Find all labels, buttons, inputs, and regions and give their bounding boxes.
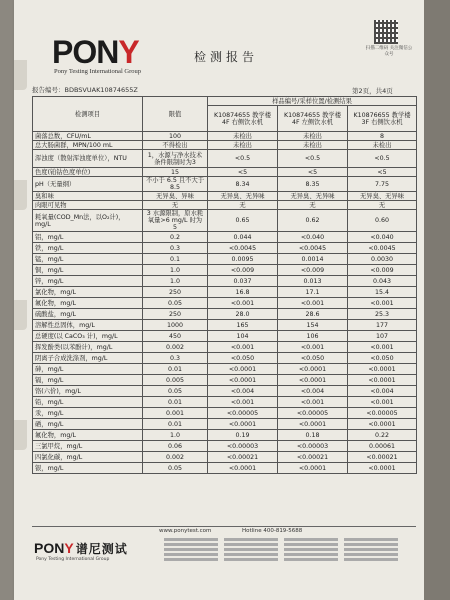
- footer-website: www.ponytest.com: [159, 528, 212, 534]
- result-cell: <0.00003: [278, 441, 348, 452]
- result-cell: 177: [348, 320, 417, 331]
- report-number: 报告编号：BDBSVUAK10874655Z: [32, 86, 138, 94]
- table-row: [33, 192, 417, 201]
- column-header-samples: 样品编号/采样位置/检测结果: [208, 97, 417, 106]
- result-cell: <0.009: [208, 265, 278, 276]
- result-cell: 8: [348, 132, 417, 141]
- test-item-cell: 肉眼可见物: [33, 201, 143, 210]
- result-cell: <0.5: [348, 150, 417, 168]
- limit-cell: 不得检出: [143, 141, 208, 150]
- limit-cell: 0.3: [143, 353, 208, 364]
- footer-address-block: [284, 536, 338, 576]
- result-cell: 107: [348, 331, 417, 342]
- limit-cell: 1.0: [143, 276, 208, 287]
- limit-cell: 0.005: [143, 375, 208, 386]
- binder-tab: [14, 300, 27, 330]
- table-row: [33, 210, 417, 232]
- limit-cell: 1.0: [143, 430, 208, 441]
- test-item-cell: 四氯化碳，mg/L: [33, 452, 143, 463]
- result-cell: <0.004: [278, 386, 348, 397]
- result-cell: <0.00005: [278, 408, 348, 419]
- result-cell: <5: [278, 168, 348, 177]
- result-cell: <0.001: [348, 342, 417, 353]
- result-cell: <5: [208, 168, 278, 177]
- table-row: [33, 430, 417, 441]
- test-item-cell: 镉，mg/L: [33, 375, 143, 386]
- result-cell: 0.00061: [348, 441, 417, 452]
- limit-cell: 1000: [143, 320, 208, 331]
- test-item-cell: 氟化物，mg/L: [33, 298, 143, 309]
- result-cell: <0.050: [278, 353, 348, 364]
- result-cell: <0.001: [208, 342, 278, 353]
- result-cell: <0.0045: [208, 243, 278, 254]
- limit-cell: 0.01: [143, 397, 208, 408]
- test-item-cell: 硒，mg/L: [33, 419, 143, 430]
- test-item-cell: 三氯甲烷，mg/L: [33, 441, 143, 452]
- limit-cell: 0.1: [143, 254, 208, 265]
- result-cell: <0.00005: [208, 408, 278, 419]
- test-item-cell: 铁，mg/L: [33, 243, 143, 254]
- test-item-cell: 氟化物，mg/L: [33, 430, 143, 441]
- table-row: [33, 419, 417, 430]
- background-edge: [424, 0, 450, 600]
- table-row: [33, 232, 417, 243]
- result-cell: 无: [348, 201, 417, 210]
- table-row: [33, 452, 417, 463]
- result-cell: <0.0001: [208, 375, 278, 386]
- result-cell: <0.040: [278, 232, 348, 243]
- sample-header: K10876655 教学楼 3F 右侧饮水机: [348, 106, 417, 132]
- result-cell: <0.0001: [348, 463, 417, 474]
- result-cell: <0.0001: [278, 419, 348, 430]
- result-cell: <0.0001: [208, 463, 278, 474]
- table-row: [33, 177, 417, 192]
- result-cell: 154: [278, 320, 348, 331]
- table-row: [33, 201, 417, 210]
- result-cell: <0.004: [348, 386, 417, 397]
- result-cell: 165: [208, 320, 278, 331]
- page-number: 第2页，共4页: [352, 87, 393, 95]
- test-item-cell: 总大肠菌群，MPN/100 mL: [33, 141, 143, 150]
- test-item-cell: 色度(铂钴色度单位): [33, 168, 143, 177]
- result-cell: 0.65: [208, 210, 278, 232]
- table-row: [33, 150, 417, 168]
- result-cell: 未检出: [208, 132, 278, 141]
- test-item-cell: 铅，mg/L: [33, 397, 143, 408]
- table-row: [33, 320, 417, 331]
- limit-cell: 15: [143, 168, 208, 177]
- pony-logo: PONY: [52, 34, 139, 70]
- table-row: [33, 141, 417, 150]
- test-item-cell: 浑浊度（散射浑浊度单位），NTU: [33, 150, 143, 168]
- binder-tab: [14, 420, 27, 450]
- result-cell: 7.75: [348, 177, 417, 192]
- test-item-cell: 耗氧量(COD_Mn法，以O₂计)，mg/L: [33, 210, 143, 232]
- table-row: [33, 397, 417, 408]
- result-cell: 0.18: [278, 430, 348, 441]
- table-row: [33, 287, 417, 298]
- result-cell: <5: [348, 168, 417, 177]
- result-cell: <0.0001: [348, 375, 417, 386]
- result-cell: 17.1: [278, 287, 348, 298]
- limit-cell: 0.2: [143, 232, 208, 243]
- result-cell: 16.8: [208, 287, 278, 298]
- binder-tab: [14, 180, 27, 210]
- result-cell: <0.050: [208, 353, 278, 364]
- table-row: [33, 331, 417, 342]
- result-cell: 0.19: [208, 430, 278, 441]
- test-item-cell: 银，mg/L: [33, 463, 143, 474]
- result-cell: 0.043: [348, 276, 417, 287]
- result-cell: 0.22: [348, 430, 417, 441]
- test-item-cell: pH（无量纲）: [33, 177, 143, 192]
- result-cell: 106: [278, 331, 348, 342]
- limit-cell: 0.002: [143, 342, 208, 353]
- result-cell: <0.001: [208, 298, 278, 309]
- table-row: [33, 364, 417, 375]
- result-cell: <0.00021: [278, 452, 348, 463]
- result-cell: <0.009: [278, 265, 348, 276]
- limit-cell: 250: [143, 287, 208, 298]
- test-item-cell: 硫酸盐，mg/L: [33, 309, 143, 320]
- test-item-cell: 锰，mg/L: [33, 254, 143, 265]
- limit-cell: 0.05: [143, 298, 208, 309]
- limit-cell: 0.3: [143, 243, 208, 254]
- table-row: [33, 463, 417, 474]
- limit-cell: 100: [143, 132, 208, 141]
- table-row: [33, 168, 417, 177]
- result-cell: 0.0095: [208, 254, 278, 265]
- report-title: 检测报告: [194, 50, 259, 64]
- result-cell: 无异臭、无异味: [278, 192, 348, 201]
- result-cell: <0.0001: [348, 419, 417, 430]
- test-item-cell: 铜，mg/L: [33, 265, 143, 276]
- result-cell: <0.00005: [348, 408, 417, 419]
- footer-address-block: [344, 536, 398, 576]
- result-cell: <0.5: [208, 150, 278, 168]
- result-cell: <0.001: [278, 342, 348, 353]
- limit-cell: 1.0: [143, 265, 208, 276]
- result-cell: <0.004: [208, 386, 278, 397]
- table-row: [33, 375, 417, 386]
- result-cell: <0.001: [278, 397, 348, 408]
- result-cell: 8.35: [278, 177, 348, 192]
- result-cell: 无: [208, 201, 278, 210]
- qr-label: 扫描二维码 关注微信公众号: [365, 46, 413, 57]
- result-cell: <0.00021: [208, 452, 278, 463]
- result-cell: <0.5: [278, 150, 348, 168]
- results-table: [32, 96, 417, 474]
- limit-cell: 0.06: [143, 441, 208, 452]
- table-row: [33, 243, 417, 254]
- sample-header: K10874655 教学楼 4F 右侧饮水机: [208, 106, 278, 132]
- result-cell: <0.001: [278, 298, 348, 309]
- result-cell: 104: [208, 331, 278, 342]
- logo-subtitle: Pony Testing International Group: [54, 68, 141, 75]
- result-cell: 28.6: [278, 309, 348, 320]
- result-cell: 无异臭、无异味: [208, 192, 278, 201]
- table-row: [33, 254, 417, 265]
- binder-tab: [14, 60, 27, 90]
- limit-cell: 1，水源与净水技术条件限制时为3: [143, 150, 208, 168]
- result-cell: <0.0045: [348, 243, 417, 254]
- table-row: [33, 265, 417, 276]
- limit-cell: 无: [143, 201, 208, 210]
- limit-cell: 3 水源限制，原水耗氧量>6 mg/L 时为 5: [143, 210, 208, 232]
- result-cell: <0.009: [348, 265, 417, 276]
- table-row: [33, 441, 417, 452]
- result-cell: 28.0: [208, 309, 278, 320]
- result-cell: 0.0014: [278, 254, 348, 265]
- result-cell: <0.0001: [208, 364, 278, 375]
- result-cell: <0.040: [348, 232, 417, 243]
- table-row: [33, 353, 417, 364]
- result-cell: <0.001: [348, 298, 417, 309]
- limit-cell: 0.05: [143, 463, 208, 474]
- footer-address-block: [224, 536, 278, 576]
- limit-cell: 0.05: [143, 386, 208, 397]
- table-row: [33, 408, 417, 419]
- limit-cell: 0.01: [143, 364, 208, 375]
- result-cell: 8.34: [208, 177, 278, 192]
- footer-logo-subtitle: Pony Testing International Group: [36, 557, 110, 562]
- test-item-cell: 挥发酚类(以苯酚计)，mg/L: [33, 342, 143, 353]
- test-item-cell: 铬(六价)，mg/L: [33, 386, 143, 397]
- limit-cell: 0.002: [143, 452, 208, 463]
- result-cell: <0.0001: [348, 364, 417, 375]
- footer-divider: [32, 526, 416, 527]
- table-row: [33, 342, 417, 353]
- result-cell: 未检出: [278, 132, 348, 141]
- result-cell: 未检出: [348, 141, 417, 150]
- result-cell: 0.0030: [348, 254, 417, 265]
- result-cell: <0.001: [348, 397, 417, 408]
- column-header-item: 检测项目: [33, 97, 143, 132]
- result-cell: <0.0001: [208, 419, 278, 430]
- footer-hotline: Hotline 400-819-5688: [242, 528, 303, 534]
- report-page: [14, 0, 424, 600]
- result-cell: <0.050: [348, 353, 417, 364]
- result-cell: <0.001: [208, 397, 278, 408]
- result-cell: 0.62: [278, 210, 348, 232]
- result-cell: 0.013: [278, 276, 348, 287]
- table-row: [33, 309, 417, 320]
- qr-code-icon: [374, 20, 398, 44]
- test-item-cell: 汞，mg/L: [33, 408, 143, 419]
- result-cell: 未检出: [208, 141, 278, 150]
- result-cell: 25.3: [348, 309, 417, 320]
- table-row: [33, 386, 417, 397]
- result-cell: <0.00021: [348, 452, 417, 463]
- result-cell: 无异臭、无异味: [348, 192, 417, 201]
- limit-cell: 450: [143, 331, 208, 342]
- sample-header: K10874655 教学楼 4F 左侧饮水机: [278, 106, 348, 132]
- table-row: [33, 298, 417, 309]
- result-cell: <0.0045: [278, 243, 348, 254]
- test-item-cell: 菌落总数，CFU/mL: [33, 132, 143, 141]
- table-row: [33, 132, 417, 141]
- result-cell: <0.0001: [278, 375, 348, 386]
- limit-cell: 无异臭、异味: [143, 192, 208, 201]
- limit-cell: 250: [143, 309, 208, 320]
- limit-cell: 0.01: [143, 419, 208, 430]
- result-cell: 无: [278, 201, 348, 210]
- result-cell: 0.037: [208, 276, 278, 287]
- result-cell: 15.4: [348, 287, 417, 298]
- result-cell: <0.0001: [278, 463, 348, 474]
- result-cell: <0.00003: [208, 441, 278, 452]
- table-row: [33, 276, 417, 287]
- test-item-cell: 溶解性总固体，mg/L: [33, 320, 143, 331]
- test-item-cell: 砷，mg/L: [33, 364, 143, 375]
- test-item-cell: 氯化物，mg/L: [33, 287, 143, 298]
- column-header-limit: 限值: [143, 97, 208, 132]
- test-item-cell: 总硬度(以 CaCO₃ 计)，mg/L: [33, 331, 143, 342]
- result-cell: 未检出: [278, 141, 348, 150]
- result-cell: <0.0001: [278, 364, 348, 375]
- footer-address-block: [164, 536, 218, 576]
- limit-cell: 不小于 6.5 且不大于 8.5: [143, 177, 208, 192]
- footer-logo: PONY 谱尼测试: [34, 540, 128, 556]
- result-cell: 0.044: [208, 232, 278, 243]
- test-item-cell: 臭和味: [33, 192, 143, 201]
- test-item-cell: 阴离子合成洗涤剂，mg/L: [33, 353, 143, 364]
- test-item-cell: 铝，mg/L: [33, 232, 143, 243]
- limit-cell: 0.001: [143, 408, 208, 419]
- result-cell: 0.60: [348, 210, 417, 232]
- test-item-cell: 锌，mg/L: [33, 276, 143, 287]
